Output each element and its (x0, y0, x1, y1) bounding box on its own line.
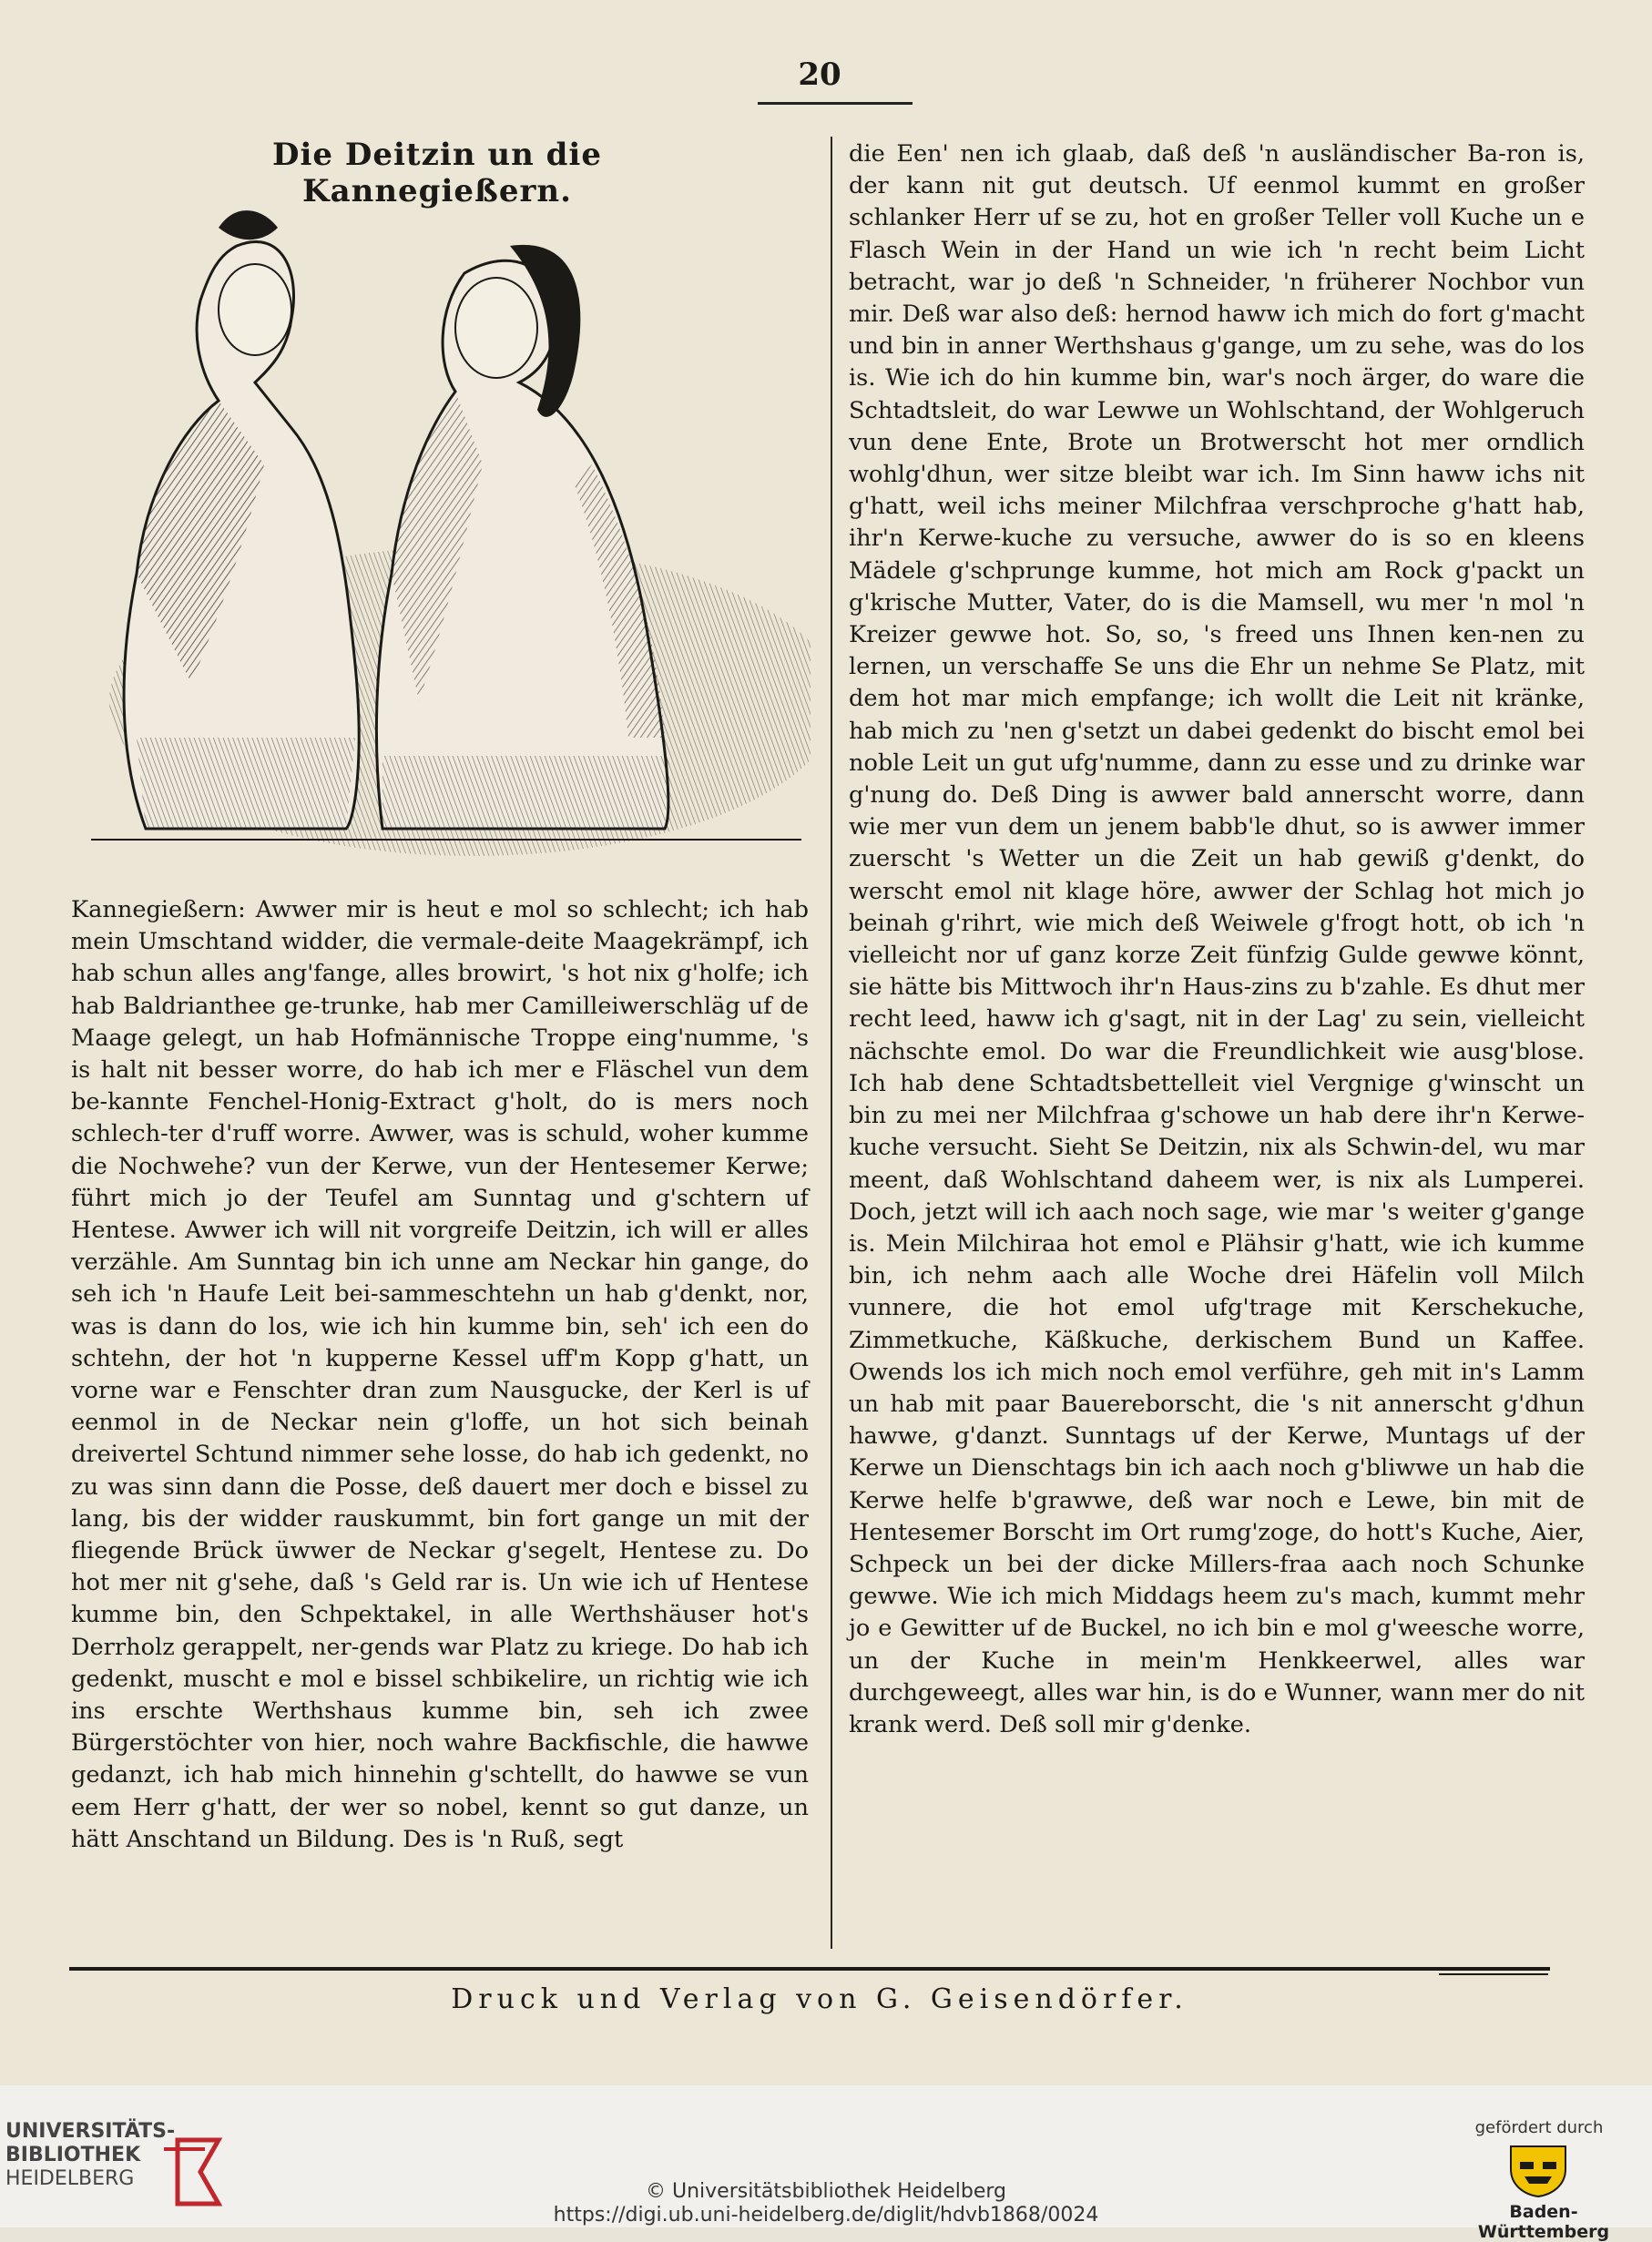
right-paragraph: die Een' nen ich glaab, daß deß 'n ausländischer Ba-ron is, der kann nit gut deutsch. Uf eenmol kummt en großer schlanker Herr uf se zu, hot en großer Teller voll Kuche un e Flasch Wein in der Hand un wie ich 'n recht beim Licht betracht, war jo deß 'n Schneider, 'n früherer Nochbor vun mir. Deß war also deß: hernod haww ich mich do fort g'macht und bin in anner Werthshaus g'gange, um zu sehe, was do los is. Wie ich do hin kumme bin, war's noch ärger, do ware die Schtadtsleit, do war Lewwe un Wohlschtand, der Wohlgeruch vun dene Ente, Brote un Brotwerscht hot mer orndlich wohlg'dhun, wer sitze bleibt war ich. Im Sinn haww ichs nit g'hatt, weil ichs meiner Milchfraa verschproche g'hatt hab, ihr'n Kerwe-kuche zu versuche, awwer do is so en kleens Mädele g'schprunge kumme, hot mich am Rock g'packt un g'krische Mutter, Vater, do is die Mamsell, wu mer 'n mol 'n Kreizer gewwe hot. So, so, 's freed uns Ihnen ken-nen zu lernen, un verschaffe Se uns die Ehr un nehme Se Platz, mit dem hot mar mich empfange; ich wollt die Leit nit kränke, hab mich zu 'nen g'setzt un dabei gedenkt do bischt emol bei noble Leit un gut ufg'numme, dann zu esse und zu drinke war g'nung do. Deß Ding is awwer bald annerscht worre, dann wie mer vun dem un jenem babb'le dhut, so is awwer immer zuerscht 's Wetter un die Zeit un hab gewiß g'denkt, do werscht emol nit klage höre, awwer der Schlag hot mich jo beinah g'rihrt, wie mich deß Weiwele g'frogt hott, ob ich 'n vielleicht nor uf ganz korze Zeit fünfzig Gulde gewwe könnt, sie hätte bis Mittwoch ihr'n Haus-zins zu b'zahle. Es dhut mer recht leed, haww ich g'sagt, nit in der Lag' zu sein, vielleicht nächschte emol. Do war die Freundlichkeit wie ausg'blose. Ich hab dene Schtadtsbettelleit viel Vergnige g'winscht un bin zu mei ner Milchfraa g'schowe un hab dere ihr'n Kerwe-kuche versucht. Sieht Se Deitzin, nix als Schwin-del, wu mar meent, daß Wohlschtand daheem wer, is nix als Lumperei. Doch, jetzt will ich aach noch sage, wie mar 's weiter g'gange is. Mein Milchiraa hot emol e Plähsir g'hatt, wie ich kumme bin, ich nehm aach alle Woche drei Häfelin voll Milch vunnere, die hot emol ufg'trage mit Kerschekuche, Zimmetkuche, Käßkuche, derkischem Bund un Kaffee. Owends los ich mich noch emol verführe, geh mit in's Lamm un hab mit paar Bauereborscht, die 's nit annerscht g'dhun hawwe, g'danzt. Sunntags uf der Kerwe, Muntags uf der Kerwe un Dienschtags bin ich aach noch g'bliwwe un hab die Kerwe helfe b'grawwe, deß war noch e Lewe, bin mit de Hentesemer Borscht im Ort rumg'zoge, do hott's Kuche, Aier, Schpeck un bei der dicke Millers-fraa aach noch Schunke gewwe. Wie ich mich Middags heem zu's mach, kummt mehr jo e Gewitter uf de Buckel, no ich bin e mol g'weesche worre, un der Kuche in mein'm Henkkeerwel, alles war durchgeweegt, alles war hin, is do e Wunner, wann mer do nit krank werd. Deß soll mir g'denke. (849, 140, 1585, 1738)
viewer-footer (0, 2085, 1652, 2242)
left-figure (124, 210, 359, 829)
left-column-text (71, 894, 809, 1856)
bottom-rule-short (1439, 1973, 1548, 1975)
library-name-line-3: HEIDELBERG (5, 2167, 135, 2190)
library-name-line-1: UNIVERSITÄTS- (5, 2120, 176, 2143)
left-paragraph: Kannegießern: Awwer mir is heut e mol so schlecht; ich hab mein Umschtand widder, die vermale-deite Maagekrämpf, ich hab schun alles ang'fange, alles browirt, 's hot nix g'holfe; ich hab Baldrianthee ge-trunke, hab mer Camilleiwerschläg uf de Maage gelegt, un hab Hofmännische Troppe eing'numme, 's is halt nit besser worre, do hab ich mer e Fläschel vun dem be-kannte Fenchel-Honig-Extract g'holt, do is mers noch schlech-ter d'ruff worre. Awwer, was is schuld, woher kumme die Nochwehe? vun der Kerwe, vun der Hentesemer Kerwe; führt mich jo der Teufel am Sunntag und g'schtern uf Hentese. Awwer ich will nit vorgreife Deitzin, ich will er alles verzähle. Am Sunntag bin ich unne am Neckar hin gange, do seh ich 'n Haufe Leit bei-sammeschtehn un hab g'denkt, nor, was is dann do los, wie ich hin kumme bin, seh' ich een do schtehn, der hot 'n kupperne Kessel uff'm Kopp g'hatt, un vorne war e Fenschter dran zum Nausgucke, der Kerl is uf eenmol in de Neckar nein g'loffe, un hot sich beinah dreivertel Schtund nimmer sehe losse, do hab ich gedenkt, no zu was sinn dann die Posse, deß dauert mer doch e bissel zu lang, bis der widder rauskummt, bin fort gange un mit der fliegende Brück üwwer de Neckar g'segelt, Hentese zu. Do hot mer nit g'sehe, daß 's Geld rar is. Un wie ich uf Hentese kumme bin, den Schpektakel, in alle Werthshäuser hot's Derrholz gerappelt, ner-gends war Platz zu kriege. Do hab ich gedenkt, muscht e mol e bissel schbikelire, un richtig wie ich ins erschte Werthshaus kumme bin, seh ich zwee Bürgerstöchter von hier, noch wahre Backfischle, die hawwe gedanzt, ich hab mich hinnehin g'schtellt, do hawwe se vun eem Herr g'hatt, der wer so nobel, kennt so gut danze, un hätt Anschtand un Bildung. Des is 'n Ruß, segt (71, 896, 809, 1853)
right-figure (376, 245, 669, 829)
funder-name: Baden-Württemberg (1477, 2202, 1610, 2242)
library-name-line-2: BIBLIOTHEK (5, 2144, 141, 2166)
column-divider (831, 137, 832, 1949)
copyright-text: © Universitätsbibliothek Heidelberg (645, 2180, 1006, 2203)
right-column-text (849, 138, 1585, 1741)
permalink[interactable]: https://digi.ub.uni-heidelberg.de/diglit/hdvb1868/0024 (553, 2204, 1099, 2227)
article-title: Die Deitzin un die Kannegießern. (272, 137, 602, 209)
imprint-line: Druck und Verlag von G. Geisendörfer. (451, 1983, 1188, 2015)
illustration-two-women (82, 191, 811, 874)
page-number-rule (758, 102, 913, 105)
page-number: 20 (798, 56, 841, 93)
baden-wuerttemberg-crest-icon[interactable] (1506, 2142, 1570, 2198)
bottom-rule (69, 1967, 1550, 1971)
copyright-block (0, 2180, 1652, 2227)
funding-label: gefördert durch (1474, 2118, 1604, 2137)
